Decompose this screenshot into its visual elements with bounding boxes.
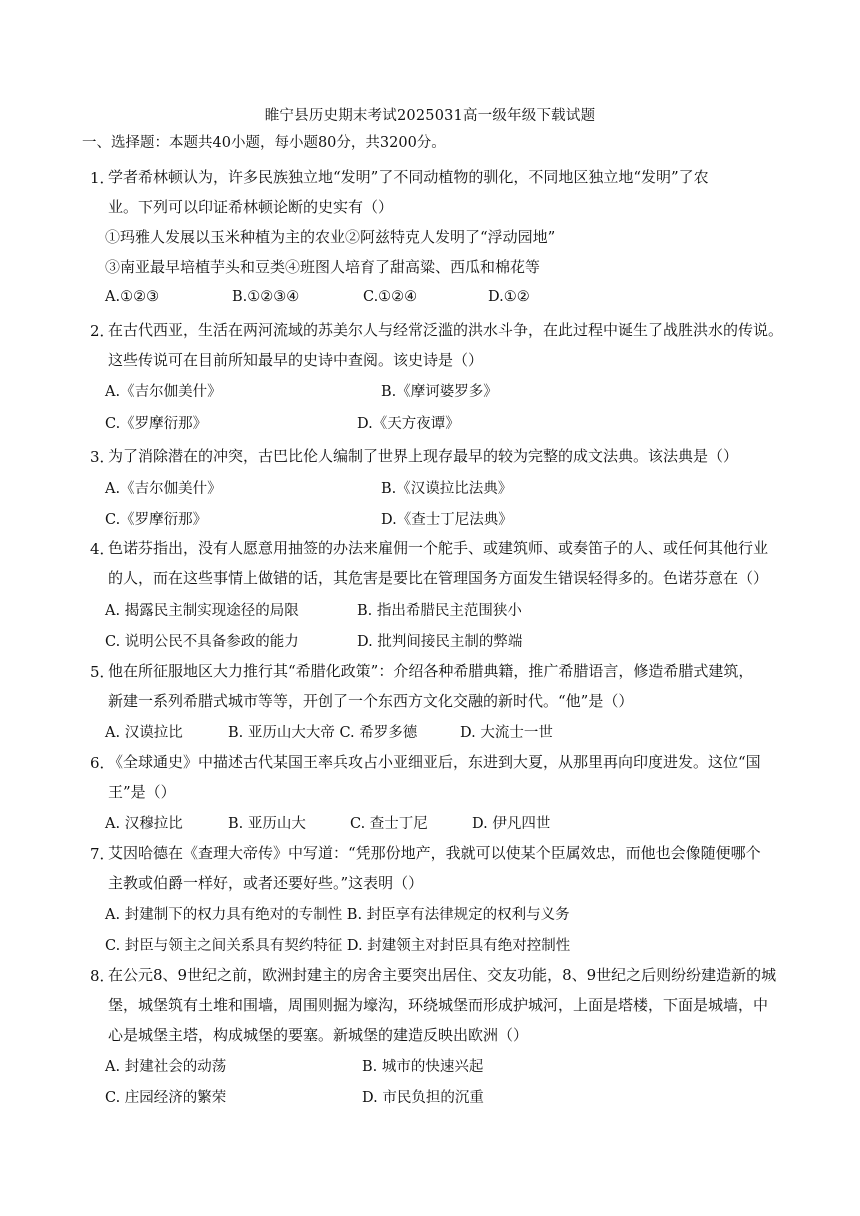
question-text: 艾因哈德在《查理大帝传》中写道：“凭那份地产，我就可以使某个臣属效忠，而他也会像随便哪个 [108, 844, 761, 862]
option-b: B. 城市的快速兴起 [362, 1059, 484, 1075]
option-d: D. 市民负担的沉重 [362, 1090, 484, 1106]
option-d: D.《查士丁尼法典》 [381, 512, 513, 528]
option-b-c: B. 亚历山大大帝 C. 希罗多德 [228, 725, 418, 741]
option-c: C.①②④ [363, 289, 418, 305]
option-a: A. 封建社会的动荡 [105, 1059, 227, 1075]
option-a: A. 汉穆拉比 [105, 816, 183, 832]
option-b: B.①②③④ [232, 289, 300, 305]
question-number: 3． [90, 448, 115, 466]
question-text: 王”是（） [108, 783, 176, 801]
option-d: D. 伊凡四世 [472, 816, 551, 832]
question-text: 业。下列可以印证希林顿论断的史实有（） [108, 198, 394, 216]
question-text: 这些传说可在目前所知最早的史诗中查阅。该史诗是（） [108, 351, 484, 369]
option-d: D. 批判间接民主制的弊端 [357, 634, 523, 650]
option-b: B. 亚历山大 [228, 816, 306, 832]
question-number: 6． [90, 754, 115, 772]
question-text: ③南亚最早培植芋头和豆类④班图人培育了甜高粱、西瓜和棉花等 [105, 258, 541, 276]
question-number: 2． [90, 322, 115, 340]
question-text: 在古代西亚，生活在两河流域的苏美尔人与经常泛滥的洪水斗争，在此过程中诞生了战胜洪水的传说。 [108, 321, 784, 339]
option-c: C.《罗摩衍那》 [105, 416, 208, 432]
option-c: C. 庄园经济的繁荣 [105, 1090, 227, 1106]
question-number: 8． [90, 967, 115, 985]
question-number: 5． [90, 663, 115, 681]
question-number: 4． [90, 540, 115, 558]
option-d: D. 大流士一世 [460, 725, 553, 741]
question-text: 心是城堡主塔，构成城堡的要塞。新城堡的建造反映出欧洲（） [108, 1026, 529, 1044]
question-text: 在公元8、9世纪之前，欧洲封建主的房舍主要突出居住、交友功能，8、9世纪之后则纷纷建造新的城 [108, 966, 777, 984]
option-a: A.《吉尔伽美什》 [105, 384, 222, 400]
question-text: ①玛雅人发展以玉米种植为主的农业②阿兹特克人发明了“浮动园地” [105, 228, 556, 246]
option-a: A. 汉谟拉比 [105, 725, 183, 741]
question-text: 堡，城堡筑有土堆和围墙，周围则掘为壕沟，环绕城堡而形成护城河，上面是塔楼，下面是城墙，中 [108, 996, 769, 1014]
option-a: A.①②③ [105, 289, 160, 305]
option-b: B.《汉谟拉比法典》 [381, 481, 513, 497]
option-b: B.《摩诃婆罗多》 [381, 384, 498, 400]
option-a-b: A. 封建制下的权力具有绝对的专制性 B. 封臣享有法律规定的权利与义务 [105, 907, 570, 923]
exam-title: 睢宁县历史期末考试2025031高一级年级下载试题 [264, 108, 596, 124]
option-a: A. 揭露民主制实现途径的局限 [105, 603, 299, 619]
option-c-d: C. 封臣与领主之间关系具有契约特征 D. 封建领主对封臣具有绝对控制性 [105, 938, 571, 954]
question-number: 7． [90, 845, 115, 863]
option-b: B. 指出希腊民主范围狭小 [357, 603, 522, 619]
question-text: 主教或伯爵一样好，或者还要好些。”这表明（） [108, 874, 424, 892]
question-text: 学者希林顿认为，许多民族独立地“发明”了不同动植物的驯化，不同地区独立地“发明”了农 [108, 168, 709, 186]
question-text: 他在所征服地区大力推行其“希腊化政策”：介绍各种希腊典籍，推广希腊语言，修造希腊式建筑， [108, 662, 754, 680]
question-number: 1． [90, 169, 115, 187]
option-c: C.《罗摩衍那》 [105, 512, 208, 528]
question-text: 新建一系列希腊式城市等等，开创了一个东西方文化交融的新时代。“他”是（） [108, 692, 634, 710]
question-text: 为了消除潜在的冲突，古巴比伦人编制了世界上现存最早的较为完整的成文法典。该法典是（） [108, 447, 739, 465]
section-heading: 一、选择题：本题共40小题，每小题80分，共3200分。 [82, 135, 446, 151]
question-text: 的人，而在这些事情上做错的话，其危害是要比在管理国务方面发生错误轻得多的。色诺芬意在（） [108, 569, 769, 587]
option-d: D.《天方夜谭》 [357, 416, 460, 432]
question-text: 《全球通史》中描述古代某国王率兵攻占小亚细亚后，东进到大夏，从那里再向印度进发。这位“国 [108, 753, 761, 771]
question-text: 色诺芬指出，没有人愿意用抽签的办法来雇佣一个舵手、或建筑师、或奏笛子的人、或任何其他行业 [108, 539, 769, 557]
option-c: C. 说明公民不具备参政的能力 [105, 634, 299, 650]
option-d: D.①② [488, 289, 530, 305]
option-a: A.《吉尔伽美什》 [105, 481, 222, 497]
option-c: C. 查士丁尼 [350, 816, 428, 832]
